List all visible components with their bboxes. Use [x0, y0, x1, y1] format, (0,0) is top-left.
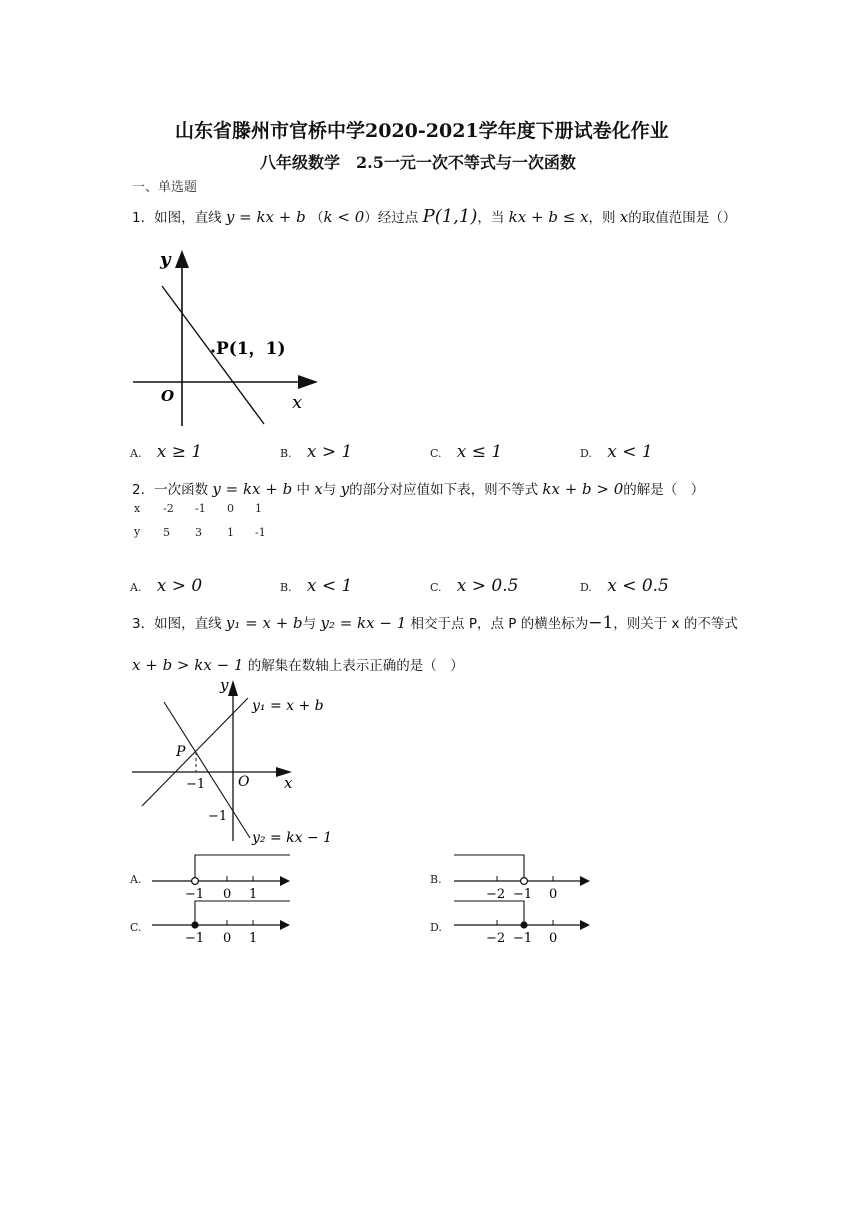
- q2-option-b[interactable]: [280, 576, 352, 596]
- q1-option-a-label: A.: [130, 447, 142, 460]
- q1-option-b-math: x > 1: [306, 442, 353, 462]
- q3-option-d-label: D.: [430, 921, 442, 934]
- table-cell: -1: [195, 502, 206, 515]
- q3-c-tick: −1: [185, 931, 205, 946]
- q2-mid-3: 的部分对应值如下表，则不等式: [349, 482, 539, 498]
- q1-point: P(1,1): [422, 206, 478, 227]
- q2-option-b-math: x < 1: [306, 576, 353, 596]
- q2-option-a-math: x > 0: [156, 576, 203, 596]
- q3-option-a-label: A.: [130, 873, 142, 886]
- q3-c-tick: 1: [249, 931, 258, 946]
- q2-mid-1: 中: [296, 482, 311, 498]
- q1-x-label: x: [292, 392, 303, 413]
- q3-option-c-numberline[interactable]: [148, 898, 298, 948]
- q3-line1-label: y₁ = x + b: [252, 698, 324, 714]
- q1-option-c-math: x ≤ 1: [456, 442, 503, 462]
- q2-inequality: kx + b > 0: [542, 480, 624, 498]
- question-3-text: [132, 612, 738, 633]
- page-title: 山东省滕州市官桥中学2020-2021学年度下册试卷化作业: [175, 120, 669, 142]
- question-2-text: [132, 478, 704, 498]
- q1-graph: [128, 246, 328, 431]
- q1-option-b-label: B.: [280, 447, 292, 460]
- table-row: [134, 517, 286, 540]
- q3-option-d-numberline[interactable]: [450, 898, 600, 948]
- q3-neg1-x-label: −1: [186, 777, 206, 792]
- q1-condition: k < 0: [323, 208, 365, 226]
- q1-option-d-math: x < 1: [607, 442, 653, 462]
- table-cell: -1: [255, 525, 266, 539]
- q3-line-1: y₁ = x + b: [225, 614, 303, 632]
- q3-tail: 的解集在数轴上表示正确的是（ ）: [247, 658, 464, 674]
- table-cell: 1: [255, 502, 262, 515]
- q1-variable: x: [619, 208, 629, 226]
- q3-mid-2: 相交于点 P，点 P 的横坐标为: [410, 616, 589, 632]
- q3-b-tick: −2: [486, 887, 506, 902]
- question-1-text: [132, 206, 736, 227]
- q3-origin-label: O: [238, 774, 250, 790]
- q1-option-d-label: D.: [580, 447, 592, 460]
- page-subtitle: 八年级数学 2.5一元一次不等式与一次函数: [260, 153, 576, 172]
- q3-option-a-numberline[interactable]: [148, 852, 298, 902]
- table-cell: 3: [195, 525, 202, 539]
- q2-option-a-label: A.: [130, 581, 142, 594]
- q3-d-tick: 0: [549, 931, 558, 946]
- q2-tail: 的解是（ ）: [623, 482, 705, 498]
- q2-option-b-label: B.: [280, 581, 292, 594]
- q3-a-tick: 0: [223, 887, 232, 902]
- q1-cond-open: （: [310, 210, 324, 226]
- table-row: [134, 500, 286, 517]
- q1-option-c[interactable]: [430, 442, 502, 462]
- q1-point-label: P(1，1): [216, 339, 286, 359]
- q3-option-a[interactable]: [130, 868, 141, 887]
- q2-number: 2．一次函数: [132, 482, 209, 498]
- q3-mid-3: ，则关于 x 的不等式: [613, 616, 738, 632]
- q3-option-b-numberline[interactable]: [450, 852, 600, 902]
- q2-var-y: y: [340, 480, 350, 498]
- table-cell: 1: [227, 525, 234, 539]
- q3-c-tick: 0: [223, 931, 232, 946]
- q3-inequality: x + b > kx − 1: [132, 656, 244, 674]
- q1-option-c-label: C.: [430, 447, 442, 460]
- q3-line2-label: y₂ = kx − 1: [252, 830, 333, 846]
- q3-option-c[interactable]: [130, 916, 142, 935]
- q3-option-b[interactable]: [430, 868, 442, 887]
- q1-mid: ，当: [477, 210, 505, 226]
- q3-d-tick: −2: [486, 931, 506, 946]
- q2-option-d-math: x < 0.5: [607, 576, 669, 596]
- q2-value-table: [134, 500, 286, 540]
- q2-var-x: x: [314, 480, 323, 498]
- table-cell: -2: [163, 502, 174, 515]
- q2-mid-2: 与: [322, 482, 337, 498]
- q2-option-c[interactable]: [430, 576, 518, 596]
- q1-option-a[interactable]: [130, 442, 202, 462]
- q3-a-tick: −1: [185, 887, 205, 902]
- q1-cond-close: ）经过点: [364, 210, 419, 226]
- q3-option-b-label: B.: [430, 873, 442, 886]
- table-cell: x: [134, 502, 141, 515]
- q1-option-a-math: x ≥ 1: [156, 442, 203, 462]
- table-cell: 0: [227, 502, 234, 515]
- q3-b-tick: 0: [549, 887, 558, 902]
- q1-option-d[interactable]: [580, 442, 653, 462]
- q3-mid-1: 与: [302, 616, 317, 632]
- q3-x-label: x: [284, 774, 293, 792]
- q2-function: y = kx + b: [212, 480, 293, 498]
- q3-y-label: y: [220, 676, 229, 694]
- q3-b-tick: −1: [513, 887, 533, 902]
- q2-option-d-label: D.: [580, 581, 592, 594]
- q2-option-c-math: x > 0.5: [456, 576, 519, 596]
- q3-option-d[interactable]: [430, 916, 442, 935]
- q3-a-tick: 1: [249, 887, 258, 902]
- q3-neg1-y-label: −1: [208, 809, 228, 824]
- q3-graph: [128, 676, 338, 848]
- q3-option-c-label: C.: [130, 921, 142, 934]
- q3-p-label: P: [176, 744, 186, 760]
- table-cell: 5: [163, 525, 170, 539]
- q2-option-d[interactable]: [580, 576, 669, 596]
- q3-d-tick: −1: [513, 931, 533, 946]
- q1-line-equation: y = kx + b: [225, 208, 306, 226]
- q1-option-b[interactable]: [280, 442, 352, 462]
- q2-option-c-label: C.: [430, 581, 442, 594]
- question-3-text-cont: [132, 654, 464, 674]
- q1-origin-label: O: [161, 387, 175, 405]
- q1-y-label: y: [160, 249, 171, 270]
- q1-tail-2: 的取值范围是（）: [628, 210, 737, 226]
- q3-line-2: y₂ = kx − 1: [320, 614, 407, 632]
- q1-number: 1．如图，直线: [132, 210, 222, 226]
- q1-inequality: kx + b ≤ x: [508, 208, 589, 226]
- q1-tail-1: ，则: [588, 210, 616, 226]
- table-cell: y: [134, 525, 141, 538]
- q3-number: 3．如图，直线: [132, 616, 222, 632]
- section-heading: 一、单选题: [132, 180, 198, 195]
- q3-px: −1: [588, 613, 614, 633]
- q2-option-a[interactable]: [130, 576, 202, 596]
